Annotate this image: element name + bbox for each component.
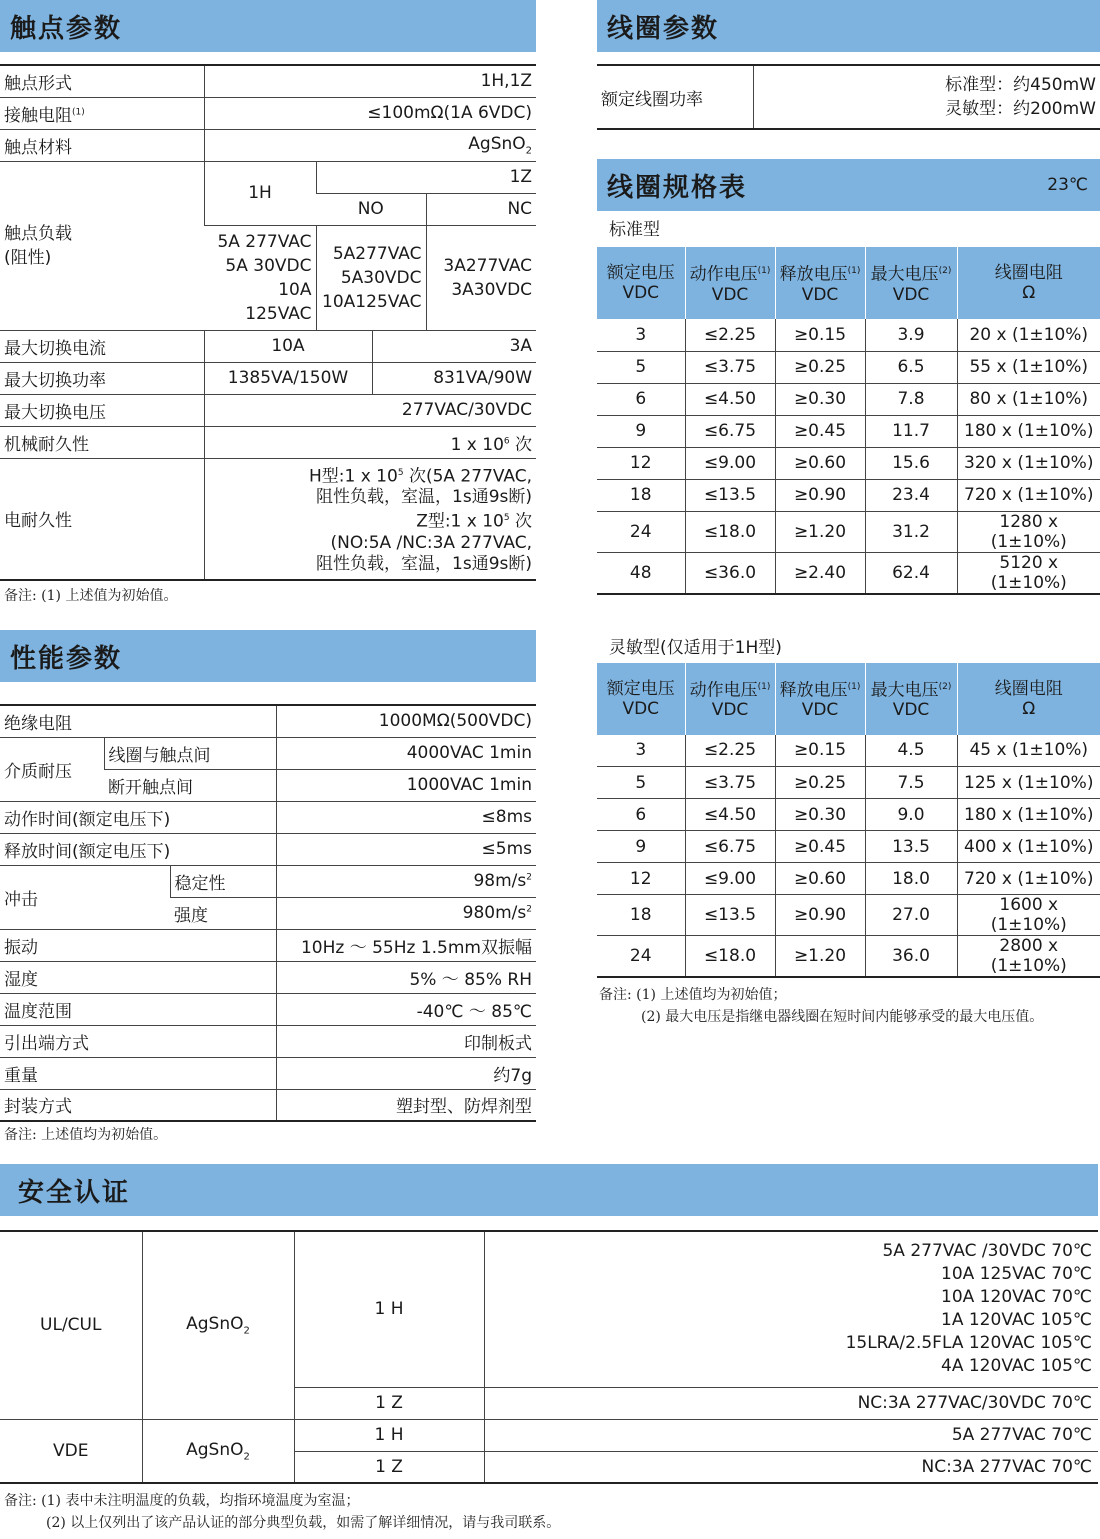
row-label: 湿度	[0, 961, 276, 993]
row-label: 动作时间(额定电压下)	[0, 801, 276, 833]
table-cell: 180 x (1±10%)	[957, 799, 1100, 831]
performance-note: 备注: 上述值均为初始值。	[4, 1127, 168, 1143]
table-row	[0, 833, 536, 865]
table-cell: 400 x (1±10%)	[957, 831, 1100, 863]
table-cell: 720 x (1±10%)	[957, 863, 1100, 895]
table-cell: 1600 x (1±10%)	[957, 895, 1100, 936]
cert-line: 4A 120VAC 105℃	[941, 1356, 1092, 1377]
table-cell: 18	[597, 479, 685, 511]
table-cell: 3.9	[865, 319, 957, 351]
table-row	[0, 737, 536, 769]
row-label: 额定线圈功率	[597, 65, 753, 129]
safety-note	[0, 1490, 1098, 1534]
coil-spec-note-2: (2) 最大电压是指继电器线圈在短时间内能够承受的最大电压值。	[641, 1009, 1044, 1025]
table-cell: 45 x (1±10%)	[957, 735, 1100, 767]
col-header: 释放电压$^{(1)}$ VDC	[775, 247, 865, 319]
table-cell: ≤3.75	[685, 351, 775, 383]
coil-section	[597, 0, 1100, 130]
table-cell: 18.0	[865, 863, 957, 895]
table-row	[0, 1057, 536, 1089]
table-row	[0, 705, 536, 737]
row-label: 触点形式	[0, 65, 204, 97]
table-row	[597, 65, 1100, 129]
safety-title: 安全认证	[18, 1177, 131, 1208]
table-cell: 720 x (1±10%)	[957, 479, 1100, 511]
table-row	[597, 767, 1100, 799]
standard-table	[597, 247, 1100, 595]
table-row	[597, 831, 1100, 863]
table-cell: ≤36.0	[685, 552, 775, 594]
table-cell: ≥0.60	[775, 863, 865, 895]
table-cell: ≤2.25	[685, 319, 775, 351]
row-label: 绝缘电阻	[0, 705, 276, 737]
table-cell: ≥0.25	[775, 351, 865, 383]
contact-note: 备注: (1) 上述值为初始值。	[4, 588, 178, 604]
row-value: 印制板式	[276, 1025, 536, 1057]
table-cell: ≥1.20	[775, 936, 865, 978]
row-value: ≤5ms	[276, 833, 536, 865]
table-row	[0, 458, 536, 580]
cert-line: 1A 120VAC 105℃	[941, 1310, 1092, 1331]
table-cell: 48	[597, 552, 685, 594]
table-cell: ≤13.5	[685, 479, 775, 511]
table-cell: ≤3.75	[685, 767, 775, 799]
table-cell: 9	[597, 831, 685, 863]
table-cell: ≤2.25	[685, 735, 775, 767]
table-cell: 3	[597, 319, 685, 351]
row-label: 介质耐压	[0, 737, 104, 801]
table-row	[597, 895, 1100, 936]
cert-vde-1h-value: 5A 277VAC 70℃	[484, 1419, 1098, 1451]
table-cell: 4.5	[865, 735, 957, 767]
row-label: 最大切换电流	[0, 330, 204, 362]
table-cell: ≥0.45	[775, 831, 865, 863]
table-cell: 24	[597, 511, 685, 552]
table-cell: 1280 x (1±10%)	[957, 511, 1100, 552]
table-cell: 180 x (1±10%)	[957, 415, 1100, 447]
coil-spec-section	[597, 159, 1100, 1028]
row-value: 1 x $10^6$ 次	[204, 426, 536, 458]
table-row	[0, 865, 536, 897]
table-row	[597, 447, 1100, 479]
table-cell: 6	[597, 383, 685, 415]
cert-ul-1h: 1 H	[294, 1231, 484, 1387]
load-nc-values: 3A277VAC 3A30VDC	[426, 225, 536, 330]
coil-title: 线圈参数	[607, 13, 720, 44]
table-cell: ≥1.20	[775, 511, 865, 552]
table-cell: 11.7	[865, 415, 957, 447]
table-cell: 5	[597, 351, 685, 383]
row-value: $980m/s^2$	[276, 897, 536, 929]
safety-table	[0, 1230, 1098, 1484]
table-cell: ≤9.00	[685, 447, 775, 479]
row-label: 触点负载 (阻性)	[0, 161, 204, 330]
row-label: 冲击	[0, 865, 170, 929]
col-header: 线圈电阻 Ω	[957, 247, 1100, 319]
table-cell: 55 x (1±10%)	[957, 351, 1100, 383]
table-cell: 320 x (1±10%)	[957, 447, 1100, 479]
table-cell: 125 x (1±10%)	[957, 767, 1100, 799]
standard-label: 标准型	[609, 220, 660, 240]
table-row	[0, 330, 536, 362]
coil-spec-temp: 23℃	[1047, 175, 1088, 195]
table-cell: 2800 x (1±10%)	[957, 936, 1100, 978]
cert-ul: UL/CUL	[0, 1231, 142, 1419]
row-value: 1385VA/150W	[204, 362, 372, 394]
row-label: 机械耐久性	[0, 426, 204, 458]
cert-ul-1z-value: NC:3A 277VAC/30VDC 70℃	[484, 1387, 1098, 1419]
table-cell: 6	[597, 799, 685, 831]
table-row	[0, 1089, 536, 1121]
load-1h-label: 1H	[204, 161, 316, 225]
row-label: 电耐久性	[0, 458, 204, 580]
table-cell: ≥0.30	[775, 799, 865, 831]
table-cell: ≥0.90	[775, 479, 865, 511]
row-value: 277VAC/30VDC	[204, 394, 536, 426]
cert-ul-material: AgSnO$_2$	[142, 1231, 294, 1419]
sensitive-table-body	[597, 735, 1100, 978]
cert-vde-1h: 1 H	[294, 1419, 484, 1451]
row-label: 振动	[0, 929, 276, 961]
row-value: 831VA/90W	[372, 362, 536, 394]
table-cell: 31.2	[865, 511, 957, 552]
contact-title: 触点参数	[10, 13, 123, 44]
row-value: 5% ～ 85% RH	[276, 961, 536, 993]
table-cell: 36.0	[865, 936, 957, 978]
row-value: 1000VAC 1min	[276, 769, 536, 801]
table-cell: ≤9.00	[685, 863, 775, 895]
table-row	[0, 1231, 1098, 1387]
table-row	[0, 394, 536, 426]
table-cell: 24	[597, 936, 685, 978]
table-cell: ≥0.15	[775, 319, 865, 351]
table-row	[0, 65, 536, 97]
table-cell: 6.5	[865, 351, 957, 383]
load-nc-label: NC	[426, 193, 536, 225]
table-cell: ≤4.50	[685, 383, 775, 415]
performance-title: 性能参数	[10, 643, 123, 674]
cert-line: 15LRA/2.5FLA 120VAC 105℃	[845, 1333, 1092, 1354]
sensitive-label: 灵敏型(仅适用于1H型)	[609, 637, 782, 658]
table-cell: 13.5	[865, 831, 957, 863]
table-cell: 5	[597, 767, 685, 799]
coil-spec-note-1: 备注: (1) 上述值均为初始值；	[599, 987, 787, 1003]
cert-ul-1z: 1 Z	[294, 1387, 484, 1419]
row-value: -40℃ ～ 85℃	[276, 993, 536, 1025]
col-header: 额定电压 VDC	[597, 247, 685, 319]
row-sublabel: 稳定性	[170, 865, 276, 897]
row-label: 释放时间(额定电压下)	[0, 833, 276, 865]
table-cell: 62.4	[865, 552, 957, 594]
col-header: 额定电压 VDC	[597, 663, 685, 735]
cert-vde-1z-value: NC:3A 277VAC 70℃	[921, 1456, 1092, 1477]
table-cell: 27.0	[865, 895, 957, 936]
table-row	[0, 1025, 536, 1057]
table-cell: 12	[597, 447, 685, 479]
row-value: ≤100mΩ(1A 6VDC)	[204, 97, 536, 129]
table-row	[0, 161, 536, 193]
table-cell: 15.6	[865, 447, 957, 479]
load-1h-values: 5A 277VAC 5A 30VDC 10A 125VAC	[204, 225, 316, 330]
coil-spec-note	[597, 984, 1100, 1028]
table-cell: ≥0.30	[775, 383, 865, 415]
cert-vde-material: AgSnO$_2$	[142, 1419, 294, 1483]
table-cell: ≤4.50	[685, 799, 775, 831]
row-value: 10Hz ～ 55Hz 1.5mm双振幅	[276, 929, 536, 961]
load-1z-label: 1Z	[316, 161, 536, 193]
table-row	[597, 415, 1100, 447]
table-cell: ≥0.45	[775, 415, 865, 447]
cert-line: 5A 277VAC /30VDC 70℃	[882, 1241, 1092, 1262]
table-cell: 12	[597, 863, 685, 895]
table-header-row	[597, 247, 1100, 319]
load-no-label: NO	[316, 193, 426, 225]
table-row	[597, 319, 1100, 351]
cert-line: 10A 125VAC 70℃	[941, 1264, 1092, 1285]
table-cell: 3	[597, 735, 685, 767]
col-header: 动作电压$^{(1)}$ VDC	[685, 247, 775, 319]
row-label: 引出端方式	[0, 1025, 276, 1057]
row-value: 4000VAC 1min	[276, 737, 536, 769]
coil-table	[597, 64, 1100, 130]
contact-header	[0, 0, 536, 52]
safety-note-2: (2) 以上仅列出了该产品认证的部分典型负载，如需了解详细情况，请与我司联系。	[46, 1515, 561, 1531]
table-cell: ≥2.40	[775, 552, 865, 594]
row-label: 重量	[0, 1057, 276, 1089]
table-cell: ≤18.0	[685, 936, 775, 978]
table-cell: ≥0.90	[775, 895, 865, 936]
table-row	[0, 1419, 1098, 1451]
coil-spec-header	[597, 159, 1100, 211]
row-value: 10A	[204, 330, 372, 362]
table-row	[0, 97, 536, 129]
table-row	[0, 129, 536, 161]
row-value: ≤8ms	[276, 801, 536, 833]
contact-table	[0, 64, 536, 581]
table-cell: 20 x (1±10%)	[957, 319, 1100, 351]
table-row	[597, 511, 1100, 552]
row-value: AgSnO$_2$	[204, 129, 536, 161]
row-value: H型:1 x $10^5$ 次(5A 277VAC, 阻性负载，室温，1s通9s断) Z型:1 x $10^5$ 次 (NO:5A /NC:3A 277VAC, 阻性负载，室温，1s通9s断)	[204, 458, 536, 580]
load-no-values: 5A277VAC 5A30VDC 10A125VAC	[316, 225, 426, 330]
col-header: 释放电压$^{(1)}$ VDC	[775, 663, 865, 735]
performance-table	[0, 704, 536, 1122]
cert-ul-1h-values	[484, 1231, 1098, 1387]
table-row	[597, 479, 1100, 511]
row-value: 1H,1Z	[204, 65, 536, 97]
col-header: 动作电压$^{(1)}$ VDC	[685, 663, 775, 735]
col-header: 最大电压$^{(2)}$ VDC	[865, 663, 957, 735]
table-cell: ≤18.0	[685, 511, 775, 552]
table-row	[597, 863, 1100, 895]
row-label: 温度范围	[0, 993, 276, 1025]
table-row	[597, 799, 1100, 831]
table-cell: 7.8	[865, 383, 957, 415]
row-value: 塑封型、防焊剂型	[276, 1089, 536, 1121]
table-row	[597, 936, 1100, 978]
table-row	[597, 552, 1100, 594]
standard-table-body	[597, 319, 1100, 594]
row-value: $98m/s^2$	[276, 865, 536, 897]
row-value: 标准型：约450mW 灵敏型：约200mW	[945, 75, 1096, 119]
table-cell: ≥0.25	[775, 767, 865, 799]
table-cell: 23.4	[865, 479, 957, 511]
row-label: 最大切换功率	[0, 362, 204, 394]
coil-header	[597, 0, 1100, 52]
row-label: 封装方式	[0, 1089, 276, 1121]
contact-section	[0, 0, 536, 607]
row-sublabel: 强度	[170, 897, 276, 929]
table-row	[0, 993, 536, 1025]
col-header: 线圈电阻 Ω	[957, 663, 1100, 735]
table-cell: ≤13.5	[685, 895, 775, 936]
table-cell: 7.5	[865, 767, 957, 799]
table-cell: ≤6.75	[685, 415, 775, 447]
table-row	[597, 351, 1100, 383]
table-header-row	[597, 663, 1100, 735]
performance-header	[0, 630, 536, 682]
cert-line: 10A 120VAC 70℃	[941, 1287, 1092, 1308]
table-row	[0, 961, 536, 993]
row-sublabel: 断开触点间	[104, 769, 276, 801]
row-value: 1000MΩ(500VDC)	[276, 705, 536, 737]
sensitive-table	[597, 663, 1100, 979]
table-cell: 9.0	[865, 799, 957, 831]
row-value: 3A	[372, 330, 536, 362]
safety-note-1: 备注: (1) 表中未注明温度的负载，均指环境温度为室温；	[4, 1493, 360, 1509]
row-label: 触点材料	[0, 129, 204, 161]
table-row	[0, 801, 536, 833]
table-cell: ≤6.75	[685, 831, 775, 863]
cert-vde-1z: 1 Z	[294, 1451, 484, 1483]
table-cell: 80 x (1±10%)	[957, 383, 1100, 415]
safety-header	[0, 1164, 1098, 1216]
table-cell: 5120 x (1±10%)	[957, 552, 1100, 594]
performance-section	[0, 630, 536, 1146]
table-row	[0, 426, 536, 458]
table-row	[0, 362, 536, 394]
row-label: 最大切换电压	[0, 394, 204, 426]
coil-spec-title: 线圈规格表	[607, 172, 748, 203]
row-label: 接触电阻$^{(1)}$	[0, 97, 204, 129]
safety-section	[0, 1164, 1098, 1534]
table-cell: 9	[597, 415, 685, 447]
table-row	[597, 383, 1100, 415]
table-cell: 18	[597, 895, 685, 936]
row-sublabel: 线圈与触点间	[104, 737, 276, 769]
col-header: 最大电压$^{(2)}$ VDC	[865, 247, 957, 319]
table-row	[597, 735, 1100, 767]
cert-vde: VDE	[0, 1419, 142, 1483]
table-row	[0, 929, 536, 961]
table-cell: ≥0.15	[775, 735, 865, 767]
row-value: 约7g	[276, 1057, 536, 1089]
table-cell: ≥0.60	[775, 447, 865, 479]
